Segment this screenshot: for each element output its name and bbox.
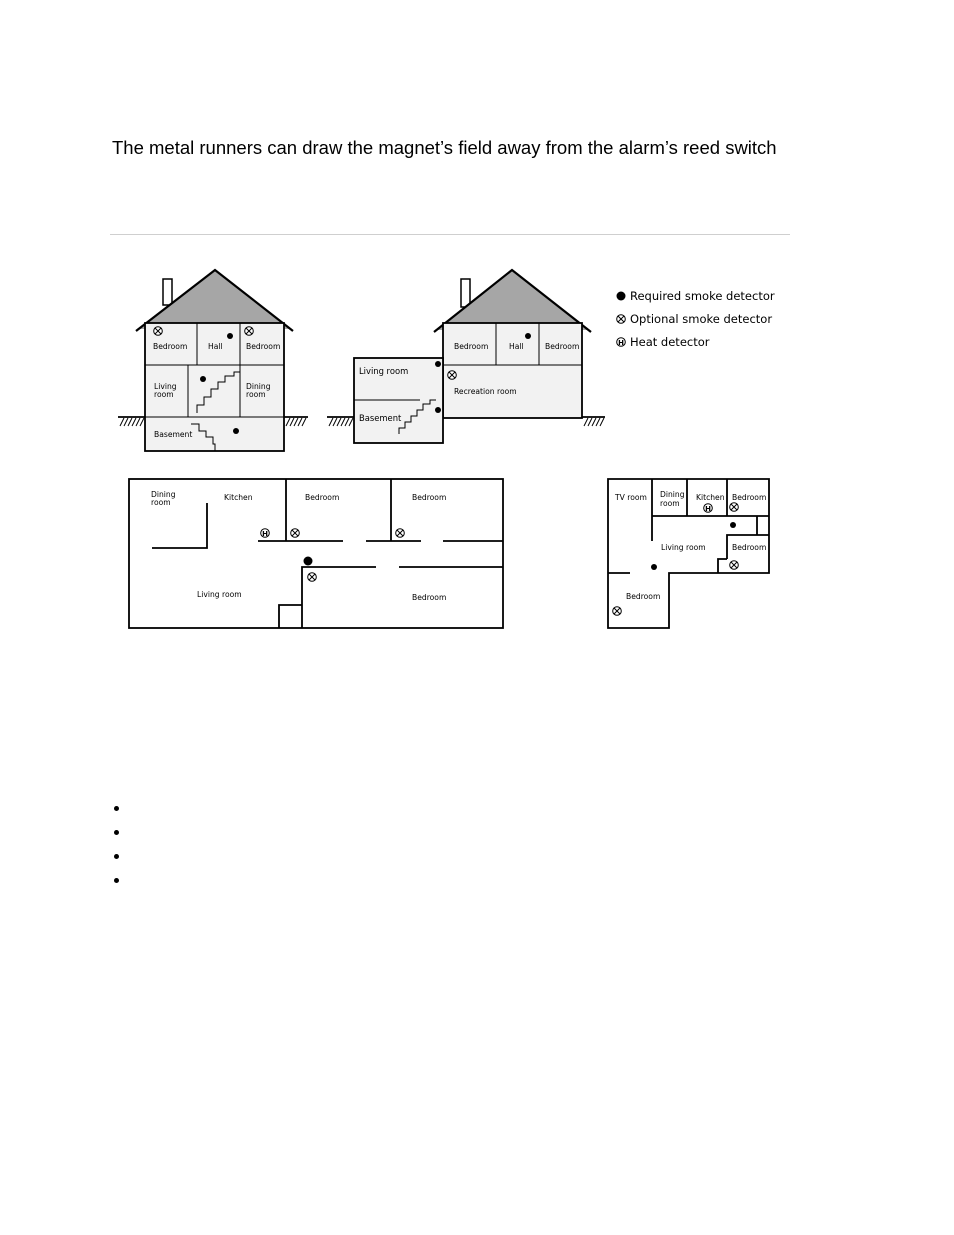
house-split-level-diagram [327, 270, 605, 443]
intro-paragraph: The metal runners can draw the magnet’s field away from the alarm’s reed switch [112, 137, 777, 158]
required-smoke-detector-icon [651, 564, 657, 570]
house2-living-label: Living room [359, 366, 409, 376]
plan1-dining-label: Dining [151, 490, 176, 499]
house1-dining-label: Dining [246, 382, 271, 391]
house1-dining-label-2: room [246, 390, 266, 399]
house2-recreation-label: Recreation room [454, 387, 517, 396]
house1-hall-label: Hall [208, 342, 223, 351]
plan2-bedroom-b-label: Bedroom [732, 543, 767, 552]
house1-bedroom-right-label: Bedroom [246, 342, 281, 351]
required-smoke-detector-icon [200, 376, 206, 382]
plan2-living-label: Living room [661, 543, 706, 552]
optional-smoke-detector-icon [617, 315, 626, 324]
house2-hall-label: Hall [509, 342, 524, 351]
optional-smoke-detector-icon [396, 529, 405, 538]
plan2-dining-label-2: room [660, 499, 680, 508]
required-smoke-detector-icon [233, 428, 239, 434]
house-two-story-diagram [118, 270, 308, 451]
house1-living-label-2: room [154, 390, 174, 399]
required-smoke-detector-icon [617, 292, 626, 301]
optional-smoke-detector-icon [245, 327, 254, 336]
plan1-bedroom-b-label: Bedroom [412, 493, 447, 502]
legend-heat-label: Heat detector [630, 335, 710, 349]
house2-bedroom-left-label: Bedroom [454, 342, 489, 351]
required-smoke-detector-icon [435, 361, 441, 367]
plan2-dining-label: Dining [660, 490, 685, 499]
optional-smoke-detector-icon [154, 327, 163, 336]
optional-smoke-detector-icon [448, 371, 457, 380]
optional-smoke-detector-icon [308, 573, 317, 582]
plan2-kitchen-label: Kitchen [696, 493, 725, 502]
house1-bedroom-left-label: Bedroom [153, 342, 188, 351]
optional-smoke-detector-icon [730, 503, 739, 512]
heat-detector-mark: H [705, 504, 711, 513]
house2-basement-label: Basement [359, 413, 402, 423]
house1-living-label: Living [154, 382, 177, 391]
house1-basement-label: Basement [154, 430, 193, 439]
required-smoke-detector-icon [525, 333, 531, 339]
required-smoke-detector-icon [435, 407, 441, 413]
legend-optional-label: Optional smoke detector [630, 312, 773, 326]
required-smoke-detector-icon [304, 557, 313, 566]
heat-detector-mark: H [618, 338, 624, 347]
floor-plan-single-level [129, 479, 503, 628]
floor-plan-l-shaped [608, 479, 769, 628]
plan1-kitchen-label: Kitchen [224, 493, 253, 502]
optional-smoke-detector-icon [730, 561, 739, 570]
plan1-living-label: Living room [197, 590, 242, 599]
house2-bedroom-right-label: Bedroom [545, 342, 580, 351]
plan2-bedroom-c-label: Bedroom [626, 592, 661, 601]
plan2-tv-room-label: TV room [615, 493, 647, 502]
plan2-bedroom-a-label: Bedroom [732, 493, 767, 502]
legend-required-label: Required smoke detector [630, 289, 775, 303]
heat-detector-mark: H [262, 529, 268, 538]
optional-smoke-detector-icon [291, 529, 300, 538]
plan1-bedroom-c-label: Bedroom [412, 593, 447, 602]
optional-smoke-detector-icon [613, 607, 622, 616]
required-smoke-detector-icon [227, 333, 233, 339]
plan1-dining-label-2: room [151, 498, 171, 507]
plan1-bedroom-a-label: Bedroom [305, 493, 340, 502]
required-smoke-detector-icon [730, 522, 736, 528]
detector-legend [617, 289, 775, 349]
